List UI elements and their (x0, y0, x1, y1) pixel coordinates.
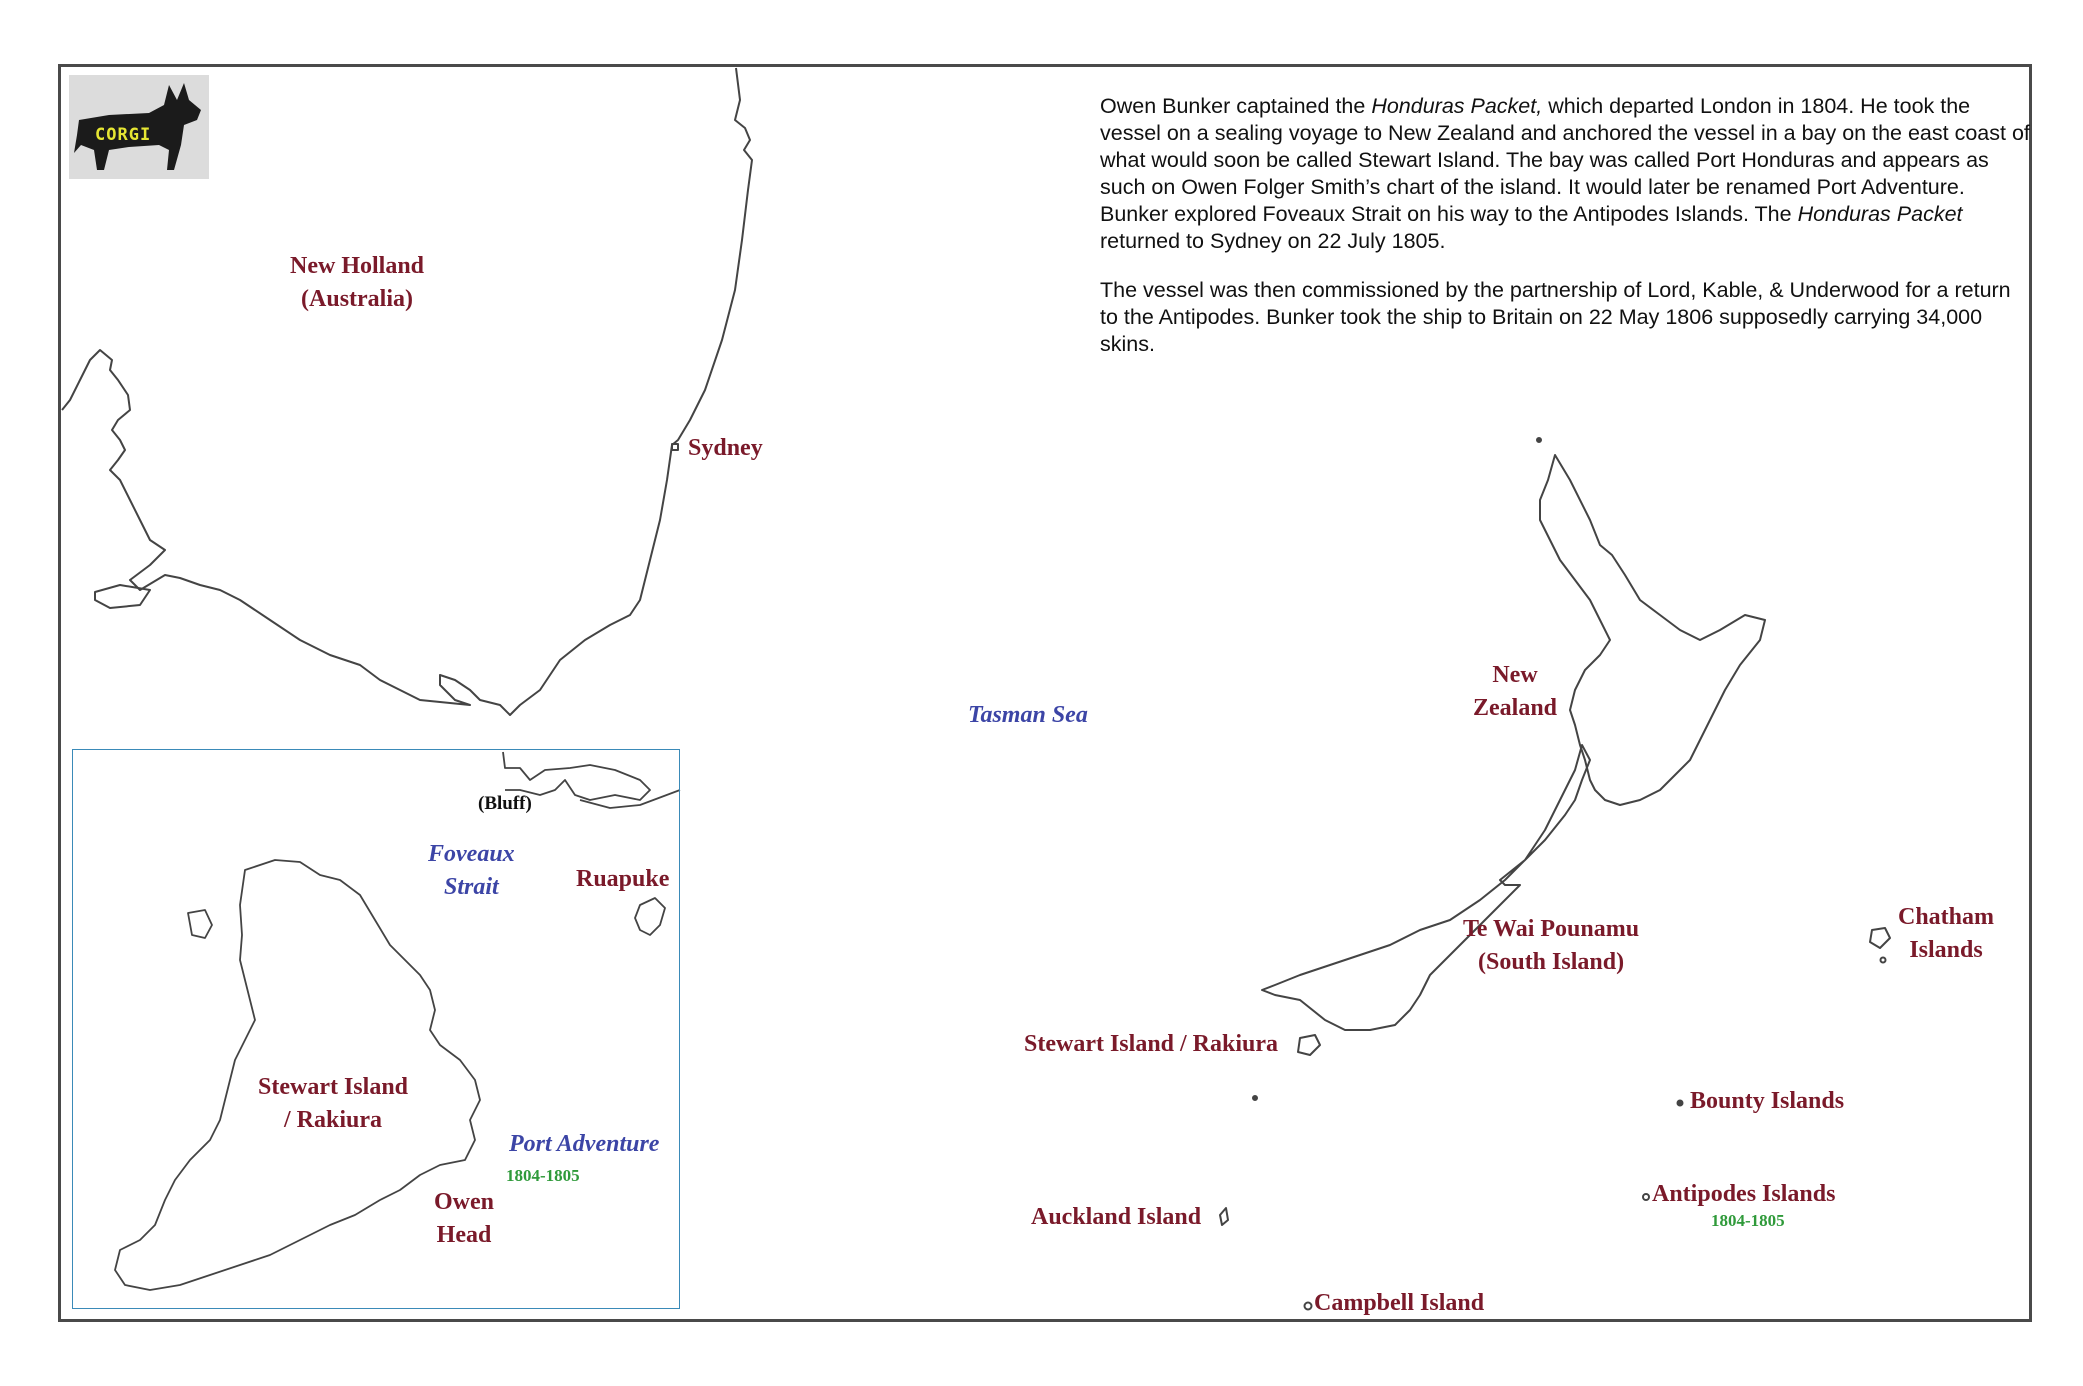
label-sydney: Sydney (688, 435, 763, 461)
info-paragraph-1: Owen Bunker captained the Honduras Packet, which departed London in 1804. He took the vessel on a sealing voyage to New Zealand and anchored the vessel in a bay on the east coast of what would soon be called Stewart Island. The bay was called Port Honduras and appears as such on Owen Folger Smith’s chart of the island. It would later be renamed Port Adventure. Bunker explored Foveaux Strait on his way to the Antipodes Islands. The Honduras Packet returned to Sydney on 22 July 1805. (1100, 94, 2030, 253)
auckland-island-shape (1220, 1208, 1228, 1225)
inset-label-owen-head: Owen Head (434, 1189, 494, 1248)
stewart-island-small (1298, 1035, 1320, 1055)
snares-dot (1253, 1096, 1257, 1100)
corgi-logo (69, 75, 209, 179)
campbell-dot (1305, 1303, 1312, 1310)
label-new-zealand: New Zealand (1473, 662, 1558, 721)
info-paragraph-2: The vessel was then commissioned by the partnership of Lord, Kable, & Underwood for a return to the Antipodes. Bunker took the ship to Britain on 22 May 1806 supposedly carrying 34,000 skins. (1100, 278, 2011, 356)
label-antipodes-dates: 1804-1805 (1711, 1211, 1785, 1230)
inset-map (72, 749, 680, 1309)
inset-label-port-dates: 1804-1805 (506, 1166, 580, 1185)
logo-text: CORGI (95, 125, 152, 145)
bounty-dot (1678, 1101, 1683, 1106)
label-south-island: Te Wai Pounamu (South Island) (1463, 916, 1640, 975)
label-new-holland: New Holland (Australia) (290, 253, 425, 312)
north-island-coastline (1540, 455, 1765, 805)
info-text (1100, 93, 2030, 380)
sydney-marker (672, 444, 678, 450)
label-tasman-sea: Tasman Sea (968, 702, 1088, 728)
inset-label-stewart-island: Stewart Island / Rakiura (258, 1074, 409, 1133)
label-chatham-islands: Chatham Islands (1898, 904, 1995, 963)
ship-name: Honduras Packet, (1371, 94, 1543, 118)
kangaroo-island (95, 585, 150, 608)
label-antipodes-islands: Antipodes Islands (1652, 1181, 1836, 1207)
inset-label-ruapuke: Ruapuke (576, 866, 670, 892)
south-island-coastline (1262, 745, 1590, 1030)
chatham-islands (1870, 928, 1890, 948)
ship-name-2: Honduras Packet (1797, 202, 1963, 226)
inset-label-foveaux-strait: Foveaux Strait (428, 841, 515, 900)
label-campbell-island: Campbell Island (1314, 1290, 1485, 1316)
three-kings-dot (1537, 438, 1541, 442)
label-stewart-island: Stewart Island / Rakiura (1024, 1031, 1279, 1057)
antipodes-dot (1643, 1194, 1649, 1200)
inset-label-port-adventure: Port Adventure (509, 1131, 660, 1157)
label-auckland-island: Auckland Island (1031, 1204, 1202, 1230)
chatham-small-island (1881, 958, 1886, 963)
label-bounty-islands: Bounty Islands (1690, 1088, 1845, 1114)
inset-label-bluff: (Bluff) (478, 793, 532, 814)
